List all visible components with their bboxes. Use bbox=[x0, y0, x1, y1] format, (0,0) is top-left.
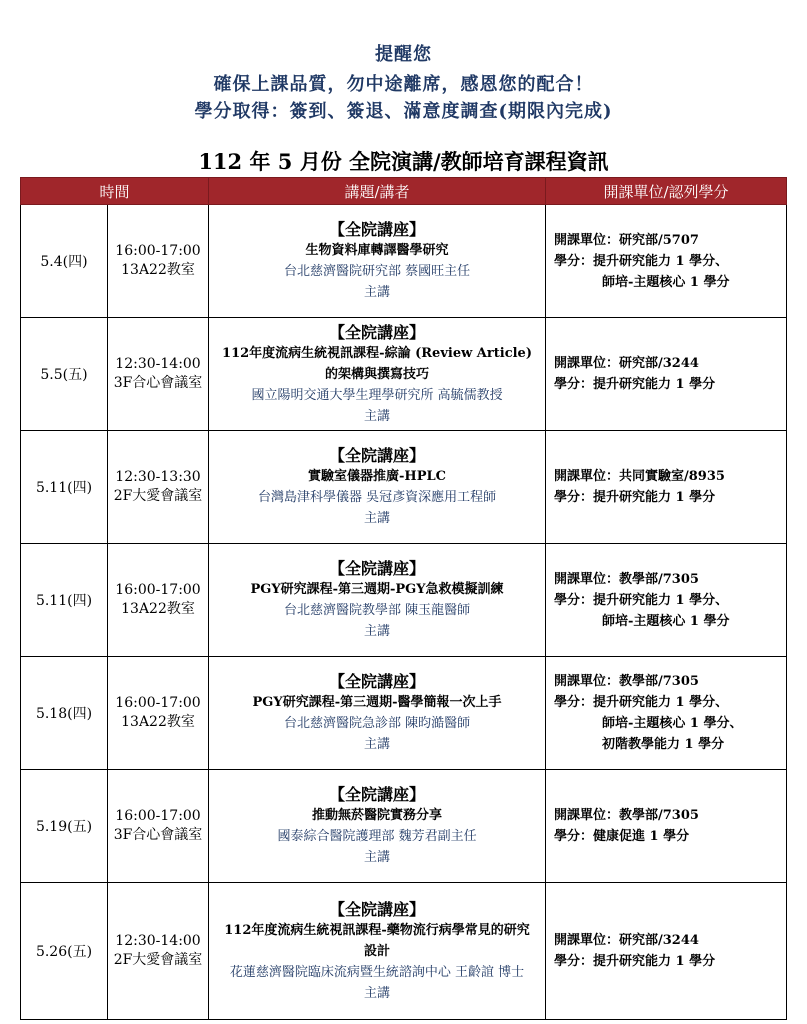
session-category: 【全院講座】 bbox=[329, 220, 426, 239]
unit-line: 開課單位：研究部/5707 bbox=[554, 232, 699, 248]
session-topic bbox=[209, 431, 546, 544]
table-row bbox=[21, 205, 787, 318]
session-place: 13A22教室 bbox=[121, 262, 195, 278]
session-speaker: 台北慈濟醫院急診部 陳昀澔醫師 bbox=[283, 716, 471, 731]
session-place: 13A22教室 bbox=[121, 601, 195, 617]
notice-line-quality: 確保上課品質，勿中途離席，感恩您的配合！ bbox=[213, 74, 594, 95]
session-date: 5.11(四) bbox=[21, 544, 108, 657]
session-role: 主講 bbox=[364, 624, 391, 639]
table-row bbox=[21, 657, 787, 770]
header-topic: 講題/講者 bbox=[209, 178, 546, 205]
course-schedule-table bbox=[20, 177, 787, 1020]
session-unit-credits bbox=[546, 883, 787, 1020]
session-time-place bbox=[108, 544, 209, 657]
session-topic bbox=[209, 657, 546, 770]
session-unit-credits bbox=[546, 657, 787, 770]
notice-line-credits: 學分取得：簽到、簽退、滿意度調查(期限內完成) bbox=[194, 101, 613, 122]
session-unit-credits bbox=[546, 205, 787, 318]
session-time: 12:30-14:00 bbox=[115, 356, 201, 372]
table-row bbox=[21, 544, 787, 657]
session-role: 主講 bbox=[364, 408, 391, 424]
session-title: 112年度流病生統視訊課程-綜論 (Review Article) 的架構與撰寫技巧 bbox=[222, 345, 532, 382]
session-category: 【全院講座】 bbox=[329, 785, 426, 804]
session-speaker: 國泰綜合醫院護理部 魏芳君副主任 bbox=[277, 829, 477, 844]
table-row bbox=[21, 883, 787, 1020]
notice-heading: 提醒您 bbox=[375, 44, 432, 65]
session-topic bbox=[209, 770, 546, 883]
session-date: 5.18(四) bbox=[21, 657, 108, 770]
session-speaker: 台灣島津科學儀器 吳冠彥資深應用工程師 bbox=[257, 490, 497, 505]
session-category: 【全院講座】 bbox=[329, 672, 426, 691]
session-time: 12:30-14:00 bbox=[115, 933, 201, 949]
session-date: 5.5(五) bbox=[21, 318, 108, 431]
table-row bbox=[21, 318, 787, 431]
unit-line: 師培-主題核心 1 學分、 bbox=[602, 716, 743, 731]
session-category: 【全院講座】 bbox=[329, 446, 426, 465]
session-time: 16:00-17:00 bbox=[115, 243, 201, 259]
session-unit-credits bbox=[546, 431, 787, 544]
page-title: 112 年 5 月份 全院演講/教師培育課程資訊 bbox=[198, 149, 609, 174]
session-speaker: 台北慈濟醫院研究部 蔡國旺主任 bbox=[283, 264, 471, 279]
session-topic bbox=[209, 544, 546, 657]
session-time-place bbox=[108, 883, 209, 1020]
session-place: 3F合心會議室 bbox=[113, 827, 203, 843]
session-time-place bbox=[108, 431, 209, 544]
session-topic bbox=[209, 318, 546, 431]
session-title: PGY研究課程-第三週期-醫學簡報一次上手 bbox=[252, 695, 502, 710]
session-speaker: 台北慈濟醫院教學部 陳玉龍醫師 bbox=[283, 603, 471, 618]
table-header-row bbox=[21, 178, 787, 205]
session-time-place bbox=[108, 205, 209, 318]
table-row bbox=[21, 770, 787, 883]
session-date: 5.4(四) bbox=[21, 205, 108, 318]
session-title: 生物資料庫轉譯醫學研究 bbox=[305, 243, 449, 258]
session-place: 13A22教室 bbox=[121, 714, 195, 730]
unit-line: 開課單位：教學部/7305 bbox=[554, 571, 699, 587]
session-topic bbox=[209, 205, 546, 318]
session-role: 主講 bbox=[364, 285, 391, 300]
unit-line: 師培-主題核心 1 學分 bbox=[602, 613, 730, 629]
session-speaker: 國立陽明交通大學生理學研究所 高毓儒教授 bbox=[251, 387, 503, 403]
unit-line: 學分：提升研究能力 1 學分 bbox=[554, 490, 716, 505]
session-unit-credits bbox=[546, 318, 787, 431]
unit-line: 學分：提升研究能力 1 學分 bbox=[554, 377, 716, 392]
unit-line: 初階教學能力 1 學分 bbox=[602, 737, 725, 752]
session-role: 主講 bbox=[364, 850, 391, 865]
session-time: 16:00-17:00 bbox=[115, 582, 201, 598]
unit-line: 開課單位：教學部/7305 bbox=[554, 808, 699, 823]
unit-line: 學分：健康促進 1 學分 bbox=[554, 829, 690, 844]
session-category: 【全院講座】 bbox=[329, 322, 426, 342]
session-date: 5.19(五) bbox=[21, 770, 108, 883]
unit-line: 學分：提升研究能力 1 學分 bbox=[554, 954, 716, 969]
unit-line: 師培-主題核心 1 學分 bbox=[602, 274, 730, 290]
unit-line: 學分：提升研究能力 1 學分、 bbox=[554, 695, 729, 710]
session-time: 12:30-13:30 bbox=[115, 469, 201, 485]
session-place: 2F大愛會議室 bbox=[113, 952, 203, 968]
unit-line: 開課單位：研究部/3244 bbox=[554, 933, 699, 948]
unit-line: 開課單位：共同實驗室/8935 bbox=[554, 469, 725, 484]
session-time: 16:00-17:00 bbox=[115, 808, 201, 824]
session-time-place bbox=[108, 657, 209, 770]
session-category: 【全院講座】 bbox=[329, 899, 426, 919]
session-place: 2F大愛會議室 bbox=[113, 488, 203, 504]
unit-line: 學分：提升研究能力 1 學分、 bbox=[554, 592, 729, 608]
session-unit-credits bbox=[546, 544, 787, 657]
session-title: 推動無菸醫院實務分享 bbox=[312, 808, 443, 823]
header-time: 時間 bbox=[21, 178, 209, 205]
session-title: PGY研究課程-第三週期-PGY急救模擬訓練 bbox=[250, 582, 504, 597]
session-title: 112年度流病生統視訊課程-藥物流行病學常見的研究設計 bbox=[224, 922, 530, 959]
session-time-place bbox=[108, 770, 209, 883]
unit-line: 開課單位：研究部/3244 bbox=[554, 356, 699, 371]
session-time: 16:00-17:00 bbox=[115, 695, 201, 711]
header-unit: 開課單位/認列學分 bbox=[546, 178, 787, 205]
session-role: 主講 bbox=[364, 737, 391, 752]
session-role: 主講 bbox=[364, 511, 391, 526]
session-speaker: 花蓮慈濟醫院臨床流病暨生統諮詢中心 王齡誼 博士 bbox=[229, 964, 525, 980]
session-date: 5.11(四) bbox=[21, 431, 108, 544]
unit-line: 開課單位：教學部/7305 bbox=[554, 674, 699, 689]
session-category: 【全院講座】 bbox=[329, 559, 426, 578]
unit-line: 學分：提升研究能力 1 學分、 bbox=[554, 253, 729, 269]
session-topic bbox=[209, 883, 546, 1020]
session-place: 3F合心會議室 bbox=[113, 375, 203, 391]
session-time-place bbox=[108, 318, 209, 431]
table-row bbox=[21, 431, 787, 544]
session-role: 主講 bbox=[364, 985, 391, 1001]
session-title: 實驗室儀器推廣-HPLC bbox=[308, 469, 446, 484]
session-unit-credits bbox=[546, 770, 787, 883]
session-date: 5.26(五) bbox=[21, 883, 108, 1020]
